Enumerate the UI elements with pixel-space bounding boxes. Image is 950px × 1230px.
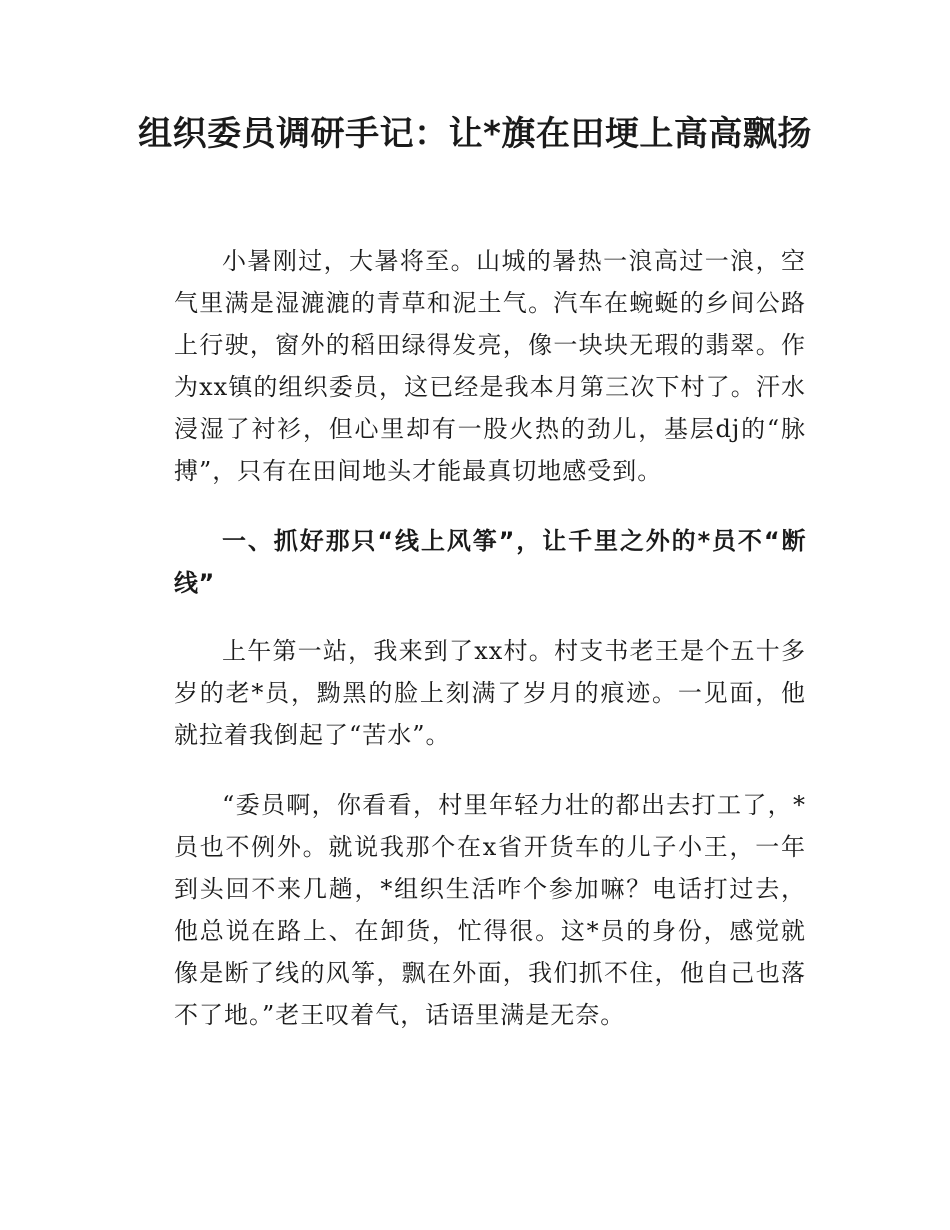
document-title: 组织委员调研手记：让*旗在田埂上高高飘扬 xyxy=(138,114,812,154)
section-heading: 一、抓好那只“线上风筝”，让千里之外的*员不“断线” xyxy=(174,527,806,597)
body-paragraph-quote: “委员啊，你看看，村里年轻力壮的都出去打工了，*员也不例外。就说我那个在x省开货车的儿子小王，一年到头回不来几趟，*组织生活咋个参加嘛？电话打过去，他总说在路上、在卸货，忙得很。这*员的身份，感觉就像是断了线的风筝，飘在外面，我们抓不住，他自己也落不了地。”老王叹着气，话语里满是无奈。 xyxy=(174,791,806,1029)
body-paragraph-visit: 上午第一站，我来到了xx村。村支书老王是个五十多岁的老*员，黝黑的脸上刻满了岁月的痕迹。一见面，他就拉着我倒起了“苦水”。 xyxy=(174,637,806,749)
document-body xyxy=(174,240,806,1036)
intro-paragraph: 小暑刚过，大暑将至。山城的暑热一浪高过一浪，空气里满是湿漉漉的青草和泥土气。汽车在蜿蜒的乡间公路上行驶，窗外的稻田绿得发亮，像一块块无瑕的翡翠。作为xx镇的组织委员，这已经是我本月第三次下村了。汗水浸湿了衬衫，但心里却有一股火热的劲儿，基层dj的“脉搏”，只有在田间地头才能最真切地感受到。 xyxy=(174,247,806,485)
